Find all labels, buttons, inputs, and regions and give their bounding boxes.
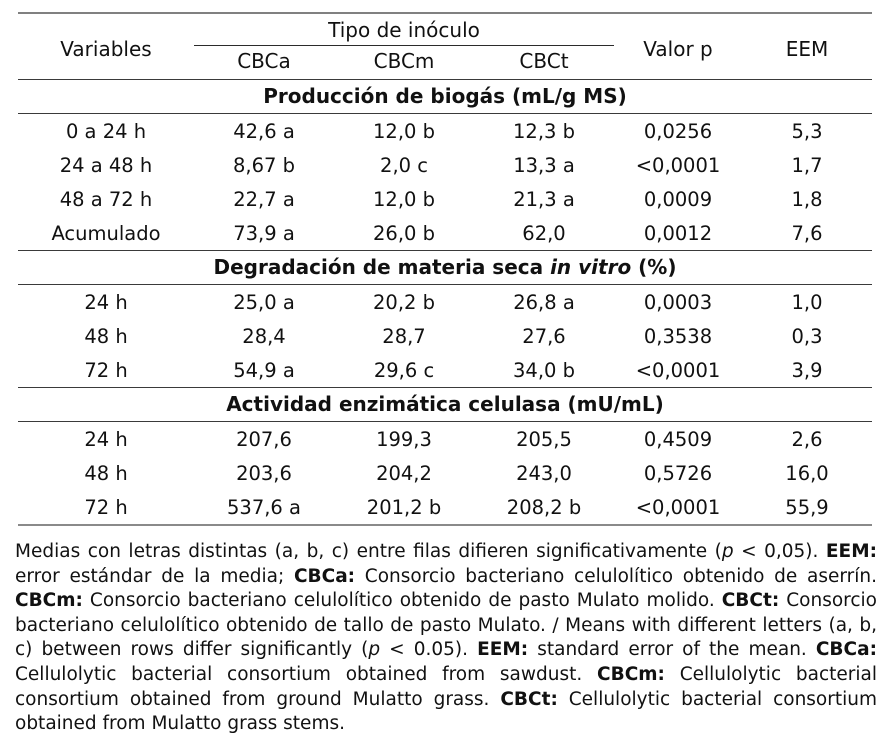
- footnote-en-cbct-text: Cellulolytic bacterial consortium obtained from Mulatto grass stems.: [15, 688, 878, 735]
- cell-cbct: 21,3 a: [513, 187, 575, 211]
- cell-cbct: 205,5: [516, 427, 572, 451]
- cell-pvalue: 0,0009: [643, 187, 713, 211]
- row-variable: 72 h: [18, 490, 194, 525]
- cell-cbcm: 12,0 b: [373, 119, 435, 143]
- table-header: [18, 13, 872, 80]
- table-row: [18, 285, 872, 320]
- section-header-row: [18, 251, 872, 285]
- table-row: [18, 490, 872, 525]
- cell-pvalue: 0,3538: [643, 324, 713, 348]
- cell-eem: 1,8: [791, 187, 823, 211]
- row-variable: 24 a 48 h: [59, 153, 153, 177]
- cell-eem: 0,3: [791, 324, 823, 348]
- table-container: [18, 12, 872, 526]
- table-row: [18, 422, 872, 457]
- section-header-row: [18, 388, 872, 422]
- footnote-es-cbct-label: CBCt:: [721, 590, 780, 612]
- cell-pvalue: 0,0003: [643, 290, 713, 314]
- table-figure: [0, 12, 890, 735]
- results-table: [18, 12, 872, 526]
- cell-cbcm: 2,0 c: [380, 153, 428, 177]
- cell-pvalue: <0,0001: [614, 490, 742, 525]
- table-row: [18, 319, 872, 353]
- row-variable: 48 h: [84, 324, 128, 348]
- column-header-pvalue: Valor p: [643, 36, 713, 61]
- cell-cbct: 27,6: [522, 324, 566, 348]
- footnote-es-cbct-text: Consorcio bacteriano celulolítico obtenido de tallo de pasto Mulato. /: [15, 590, 877, 636]
- table-row: [18, 148, 872, 182]
- row-variable: 24 h: [84, 290, 128, 314]
- section-header-row: [18, 80, 872, 114]
- footnote-en-p-symbol: p: [368, 639, 381, 661]
- cell-eem: 5,3: [791, 119, 823, 143]
- cell-cbca: 207,6: [236, 427, 292, 451]
- cell-cbct: 243,0: [516, 461, 572, 485]
- cell-cbca: 28,4: [242, 324, 286, 348]
- cell-cbct: 13,3 a: [513, 153, 575, 177]
- cell-cbct: 26,8 a: [513, 290, 575, 314]
- cell-cbca: 73,9 a: [233, 221, 295, 245]
- cell-cbct: 34,0 b: [513, 358, 575, 382]
- cell-cbct: 208,2 b: [474, 490, 614, 525]
- cell-cbcm: 26,0 b: [373, 221, 435, 245]
- footnote-en-cbct-label: CBCt:: [500, 688, 558, 710]
- cell-eem: 16,0: [785, 461, 829, 485]
- footnote-es-cbca-label: CBCa:: [293, 565, 356, 587]
- cell-cbca: 203,6: [236, 461, 292, 485]
- footnote-es-part2: < 0,05).: [733, 541, 826, 562]
- footnote-es-cbca-text: Consorcio bacteriano celulolítico obtenido de aserrín.: [355, 565, 878, 587]
- footnote-en-part1: Means with different letters (a, b, c) between rows differ significantly (: [15, 614, 878, 661]
- footnote-es-part1: Medias con letras distintas (a, b, c) entre filas difieren significativamente (: [15, 541, 722, 562]
- footnote-en-cbca-text: Cellulolytic bacterial consortium obtained from sawdust.: [15, 663, 598, 685]
- section-title-italic: in vitro: [550, 255, 632, 279]
- cell-cbcm: 20,2 b: [373, 290, 435, 314]
- row-variable: 72 h: [84, 358, 128, 382]
- cell-cbca: 22,7 a: [233, 187, 295, 211]
- footnote-es-cbcm-text: Consorcio bacteriano celulolítico obtenido de pasto Mulato molido.: [82, 590, 722, 612]
- cell-pvalue: 0,0012: [643, 221, 713, 245]
- cell-eem: 55,9: [742, 490, 872, 525]
- table-row: [18, 456, 872, 490]
- section-title: Actividad enzimática celulasa (mU/mL): [18, 388, 872, 422]
- row-variable: 48 h: [84, 461, 128, 485]
- cell-eem: 3,9: [791, 358, 823, 382]
- cell-pvalue: <0,0001: [635, 358, 721, 382]
- row-variable: 48 a 72 h: [59, 187, 153, 211]
- cell-eem: 7,6: [791, 221, 823, 245]
- cell-cbca: 42,6 a: [233, 119, 295, 143]
- column-header-variables: Variables: [60, 36, 152, 61]
- header-row-group: [18, 18, 872, 46]
- cell-cbct: 62,0: [522, 221, 566, 245]
- footnote-en-part2: < 0.05).: [380, 639, 478, 661]
- table-row: [18, 114, 872, 149]
- cell-pvalue: 0,0256: [643, 119, 713, 143]
- cell-eem: 1,7: [791, 153, 823, 177]
- section-title: Producción de biogás (mL/g MS): [18, 80, 872, 114]
- table-body: [18, 80, 872, 526]
- footnote-en-eem-text: standard error of the mean.: [528, 639, 816, 661]
- column-header-eem: EEM: [785, 36, 829, 61]
- column-header-cbct: CBCt: [519, 49, 569, 73]
- footnote-en-cbca-label: CBCa:: [815, 639, 877, 661]
- footnote-es-eem-text: error estándar de la media;: [15, 565, 294, 587]
- cell-cbcm: 204,2: [376, 461, 432, 485]
- cell-cbct: 12,3 b: [513, 119, 575, 143]
- footnote-en-eem-label: EEM:: [477, 639, 529, 661]
- row-variable: 0 a 24 h: [65, 119, 147, 143]
- cell-eem: 2,6: [791, 427, 823, 451]
- cell-pvalue: 0,4509: [643, 427, 713, 451]
- footnote-en-cbcm-label: CBCm:: [597, 663, 665, 685]
- cell-cbcm: 199,3: [376, 427, 432, 451]
- cell-cbca: 8,67 b: [233, 153, 295, 177]
- footnote-en-cbcm-text: Cellulolytic bacterial consortium obtained from ground Mulatto grass.: [15, 663, 877, 710]
- table-row: [18, 182, 872, 216]
- footnote-es-eem-label: EEM:: [825, 541, 878, 562]
- cell-cbcm: 201,2 b: [334, 490, 474, 525]
- section-title: Degradación de materia seca in vitro (%): [18, 251, 872, 285]
- cell-cbca: 25,0 a: [233, 290, 295, 314]
- cell-pvalue: 0,5726: [643, 461, 713, 485]
- cell-cbca: 537,6 a: [194, 490, 334, 525]
- column-header-group-inoculum: Tipo de inóculo: [194, 18, 614, 46]
- footnote-es-p-symbol: p: [721, 541, 734, 562]
- cell-eem: 1,0: [791, 290, 823, 314]
- row-variable: 24 h: [84, 427, 128, 451]
- cell-cbca: 54,9 a: [233, 358, 295, 382]
- footnote-es-cbcm-label: CBCm:: [15, 590, 83, 612]
- table-row: [18, 216, 872, 251]
- column-header-cbcm: CBCm: [373, 49, 435, 73]
- table-row: [18, 353, 872, 388]
- cell-cbcm: 29,6 c: [373, 358, 435, 382]
- cell-cbcm: 12,0 b: [373, 187, 435, 211]
- cell-cbcm: 28,7: [382, 324, 426, 348]
- column-header-cbca: CBCa: [237, 49, 291, 73]
- table-footnote: [15, 540, 877, 737]
- cell-pvalue: <0,0001: [635, 153, 721, 177]
- row-variable: Acumulado: [51, 221, 161, 245]
